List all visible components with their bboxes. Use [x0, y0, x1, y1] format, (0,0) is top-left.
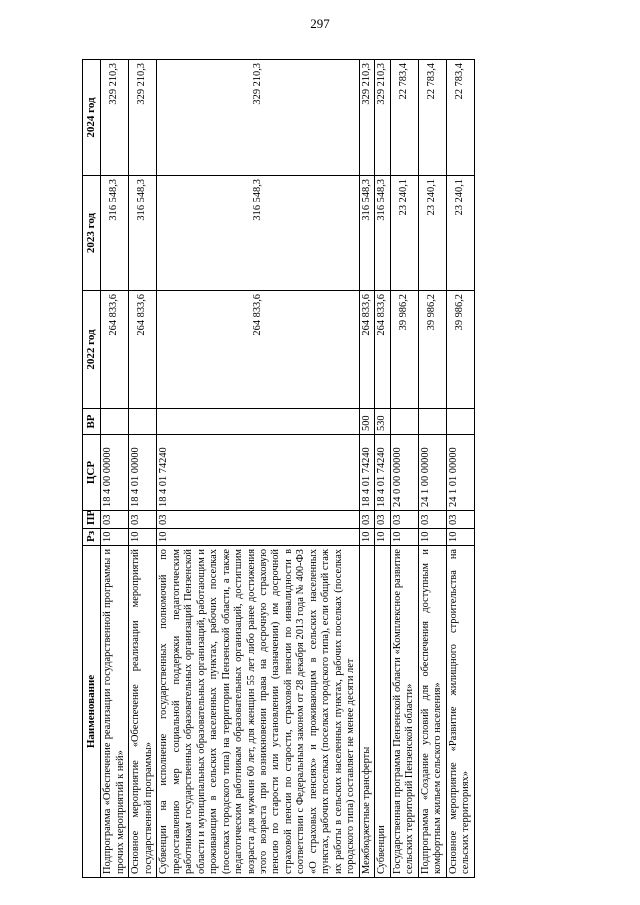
- row-csr: 18 4 01 74240: [359, 435, 374, 511]
- row-2024: 329 210,3: [101, 60, 129, 176]
- row-2023: 316 548,3: [157, 176, 360, 291]
- row-pr: 03: [375, 511, 390, 529]
- header-2023: 2023 год: [83, 176, 101, 291]
- row-vr: [157, 409, 360, 435]
- row-2023: 316 548,3: [375, 176, 390, 291]
- row-rz: 10: [157, 529, 360, 546]
- row-2022: 264 833,6: [359, 291, 374, 409]
- row-rz: 10: [418, 529, 446, 546]
- row-rz: 10: [375, 529, 390, 546]
- row-pr: 03: [359, 511, 374, 529]
- row-2024: 22 783,4: [390, 60, 418, 176]
- row-csr: 24 0 00 00000: [390, 435, 418, 511]
- row-vr: [390, 409, 418, 435]
- table-header-row: [83, 60, 101, 878]
- header-name: Наименование: [83, 546, 101, 878]
- row-2022: 39 986,2: [446, 291, 474, 409]
- table-row: [101, 60, 129, 878]
- row-2024: 329 210,3: [157, 60, 360, 176]
- row-name: Основное мероприятие «Обеспечение реализации мероприятий государственной программы»: [129, 546, 157, 878]
- header-rz: Рз: [83, 529, 101, 546]
- table-row: [157, 60, 360, 878]
- table-row: [129, 60, 157, 878]
- row-2022: 264 833,6: [101, 291, 129, 409]
- row-2023: 316 548,3: [359, 176, 374, 291]
- row-pr: 03: [129, 511, 157, 529]
- row-csr: 18 4 01 74240: [375, 435, 390, 511]
- header-csr: ЦСР: [83, 435, 101, 511]
- row-2023: 23 240,1: [446, 176, 474, 291]
- row-rz: 10: [101, 529, 129, 546]
- row-name: Межбюджетные трансферты: [359, 546, 374, 878]
- page-number: 297: [310, 16, 330, 31]
- header-pr: ПР: [83, 511, 101, 529]
- row-pr: 03: [157, 511, 360, 529]
- row-vr: 530: [375, 409, 390, 435]
- row-2024: 329 210,3: [375, 60, 390, 176]
- row-2023: 23 240,1: [390, 176, 418, 291]
- row-2022: 264 833,6: [129, 291, 157, 409]
- row-pr: 03: [418, 511, 446, 529]
- row-2023: 316 548,3: [101, 176, 129, 291]
- budget-table: [82, 59, 475, 878]
- row-csr: 18 4 01 00000: [129, 435, 157, 511]
- header-2024: 2024 год: [83, 60, 101, 176]
- row-2024: 22 783,4: [418, 60, 446, 176]
- row-pr: 03: [390, 511, 418, 529]
- row-csr: 18 4 01 74240: [157, 435, 360, 511]
- row-vr: [418, 409, 446, 435]
- row-2022: 264 833,6: [157, 291, 360, 409]
- row-2024: 329 210,3: [129, 60, 157, 176]
- row-name: Подпрограмма «Обеспечение реализации государственной программы и прочих мероприятий к ней»: [101, 546, 129, 878]
- table-row: [359, 60, 374, 878]
- row-2024: 329 210,3: [359, 60, 374, 176]
- header-vr: ВР: [83, 409, 101, 435]
- row-vr: [129, 409, 157, 435]
- row-pr: 03: [101, 511, 129, 529]
- row-vr: 500: [359, 409, 374, 435]
- row-rz: 10: [129, 529, 157, 546]
- row-rz: 10: [390, 529, 418, 546]
- row-2022: 39 986,2: [390, 291, 418, 409]
- row-2022: 39 986,2: [418, 291, 446, 409]
- row-name: Субвенции на исполнение государственных полномочий по предоставлению мер социальной поддержки педагогическим работникам государственных образовательных организаций Пензенской области и муниципальных образовательных организаций, работающим и проживающим в сельских населенных пунктах, рабочих поселках (поселках городского типа) на территории Пензенской области, а также педагогическим работникам образовательных организаций, достигшим возраста для мужчин 60 лет, для женщин 55 лет либо ранее достижения этого возраста при возникновении права на досрочную страховую пенсию по старости или установлении (назначении) им досрочной страховой пенсии по старости, страховой пенсии по инвалидности в соответствии с Федеральным законом от 28 декабря 2013 года № 400-ФЗ «О страховых пенсиях» и проживающим в сельских населенных пунктах, рабочих поселках (поселках городского типа), если общий стаж их работы в сельских населенных пунктах, рабочих поселках (поселках городского типа) составляет не менее десяти лет: [157, 546, 360, 878]
- row-rz: 10: [446, 529, 474, 546]
- table-row: [375, 60, 390, 878]
- row-name: Государственная программа Пензенской области «Комплексное развитие сельских территорий Пензенской области»: [390, 546, 418, 878]
- row-rz: 10: [359, 529, 374, 546]
- header-2022: 2022 год: [83, 291, 101, 409]
- row-2022: 264 833,6: [375, 291, 390, 409]
- row-2023: 316 548,3: [129, 176, 157, 291]
- row-2024: 22 783,4: [446, 60, 474, 176]
- table-row: [446, 60, 474, 878]
- row-vr: [101, 409, 129, 435]
- row-name: Основное мероприятие «Развитие жилищного строительства на сельских территориях»: [446, 546, 474, 878]
- row-name: Подпрограмма «Создание условий для обеспечения доступным и комфортным жильем сельского населения»: [418, 546, 446, 878]
- row-name: Субвенции: [375, 546, 390, 878]
- row-csr: 24 1 01 00000: [446, 435, 474, 511]
- rotated-table-container: [82, 60, 572, 878]
- row-vr: [446, 409, 474, 435]
- row-pr: 03: [446, 511, 474, 529]
- row-csr: 18 4 00 00000: [101, 435, 129, 511]
- table-row: [390, 60, 418, 878]
- row-csr: 24 1 00 00000: [418, 435, 446, 511]
- row-2023: 23 240,1: [418, 176, 446, 291]
- table-row: [418, 60, 446, 878]
